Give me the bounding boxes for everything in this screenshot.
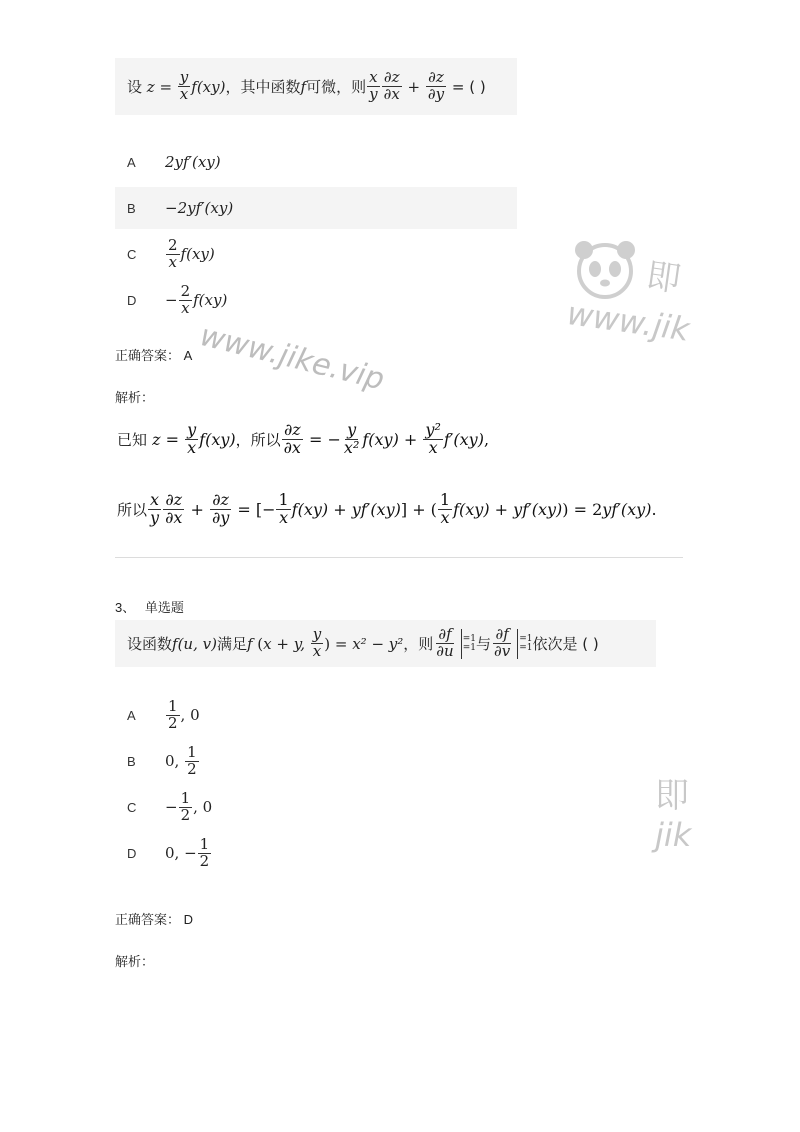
q3-option-b[interactable] bbox=[115, 740, 517, 782]
option-letter: A bbox=[127, 707, 136, 723]
option-letter: C bbox=[127, 246, 137, 262]
sol-line2-prefix: 所以 bbox=[117, 500, 148, 519]
q2-option-d[interactable] bbox=[115, 279, 517, 321]
q2-solution-line-2: 所以 $\frac{x}{y}$ $\frac{\partial z}{\partial x}$ + $\frac{\partial z}{\partial y}$ = [− $\frac{1}{x}$ f(xy) + yf′(xy) ] + ( $\frac{1}{x}$ f(xy) + yf′(xy) ) = 2 yf′(xy) . bbox=[117, 489, 657, 527]
q3-type: 单选题 bbox=[144, 600, 184, 615]
option-letter: A bbox=[127, 154, 136, 170]
q2-option-b-formula: −2yf′(xy) bbox=[165, 199, 234, 217]
q3-option-c[interactable] bbox=[115, 786, 517, 828]
q2-analysis-label: 解析： bbox=[115, 390, 155, 405]
q2-stem-prefix: 设 bbox=[127, 78, 143, 96]
q3-number: 3、 bbox=[115, 600, 136, 615]
sol-line1-prefix: 已知 bbox=[117, 430, 148, 449]
q3-stem-mid: 满足 bbox=[216, 635, 247, 653]
q3-heading bbox=[115, 597, 184, 616]
watermark-brand-2: 即 bbox=[655, 776, 689, 816]
q3-stem-prefix: 设函数 bbox=[127, 635, 173, 653]
q3-option-d[interactable] bbox=[115, 832, 517, 874]
q2-stem-frac-y-x: $\frac{y}{x}$ bbox=[179, 68, 189, 103]
q3-option-a[interactable] bbox=[115, 694, 517, 736]
q2-stem-mid: ，其中函数 bbox=[225, 78, 301, 96]
answer-label: 正确答案： bbox=[115, 348, 181, 363]
q3-option-a-formula: $\frac{1}{2}$ , 0 bbox=[168, 696, 200, 732]
q3-stem-and: 与 bbox=[476, 635, 492, 653]
q2-option-d-formula: − $\frac{2}{x}$ f(xy) bbox=[165, 281, 228, 317]
q3-answer bbox=[115, 909, 193, 928]
q2-solution-line-1: 已知 z = $\frac{y}{x}$ f(xy) ，所以 $\frac{\partial z}{\partial x}$ = − $\frac{y}{\text{x²}}$ f(xy) + $\frac{\text{y²}}{x}$ f′(xy) , bbox=[117, 419, 490, 457]
q3-analysis-label: 解析： bbox=[115, 954, 155, 969]
answer-value: D bbox=[183, 912, 194, 927]
sol-line1-mid: ，所以 bbox=[235, 430, 281, 449]
q2-option-a[interactable] bbox=[115, 141, 517, 183]
option-letter: B bbox=[127, 200, 136, 216]
q3-stem-suffix: 依次是 ( ) bbox=[532, 635, 599, 653]
q3-stem-mid2: ，则 bbox=[403, 635, 434, 653]
q2-option-c-formula: $\frac{2}{x}$ f(xy) bbox=[168, 235, 215, 271]
q2-stem-formula-z: z bbox=[142, 77, 155, 96]
option-letter: B bbox=[127, 753, 136, 769]
q2-option-c[interactable] bbox=[115, 233, 517, 275]
q3-option-b-formula: 0, $\frac{1}{2}$ bbox=[165, 742, 197, 778]
watermark-url: www.jike.vip bbox=[196, 318, 388, 398]
question-2-stem: 设 z = $\frac{y}{x}$ f(xy) ，其中函数 f 可微，则 $\frac{x}{y}$ $\frac{\partial z}{\partial x}$ + $\frac{\partial z}{\partial y}$ = ( ) bbox=[115, 58, 517, 115]
watermark-brand: 即 bbox=[643, 255, 684, 301]
option-letter: D bbox=[127, 845, 137, 861]
q2-stem-mid2: 可微，则 bbox=[306, 78, 367, 96]
watermark-url-partial: www.jik bbox=[564, 294, 692, 349]
question-divider bbox=[115, 557, 683, 558]
q2-answer bbox=[115, 345, 192, 364]
answer-label: 正确答案： bbox=[115, 912, 181, 927]
q3-option-c-formula: − $\frac{1}{2}$ , 0 bbox=[165, 788, 213, 824]
watermark-url-partial-2: jik bbox=[655, 816, 692, 854]
question-3-stem: 设函数 f(u, v) 满足 f ( x + y, $\frac{y}{x}$ ) = x² − y² ，则 $\frac{\partial f}{\partial u}$ =1 =1 与 $\frac{\partial f}{\partial v}$ =1 =1 依次是 ( ) bbox=[115, 620, 656, 667]
q2-stem-suffix: = ( ) bbox=[451, 77, 486, 96]
q3-option-d-formula: 0, − $\frac{1}{2}$ bbox=[165, 834, 210, 870]
answer-value: A bbox=[183, 348, 193, 363]
option-letter: C bbox=[127, 799, 137, 815]
q2-option-a-formula: 2yf′(xy) bbox=[165, 153, 221, 171]
q2-option-b[interactable] bbox=[115, 187, 517, 229]
option-letter: D bbox=[127, 292, 137, 308]
